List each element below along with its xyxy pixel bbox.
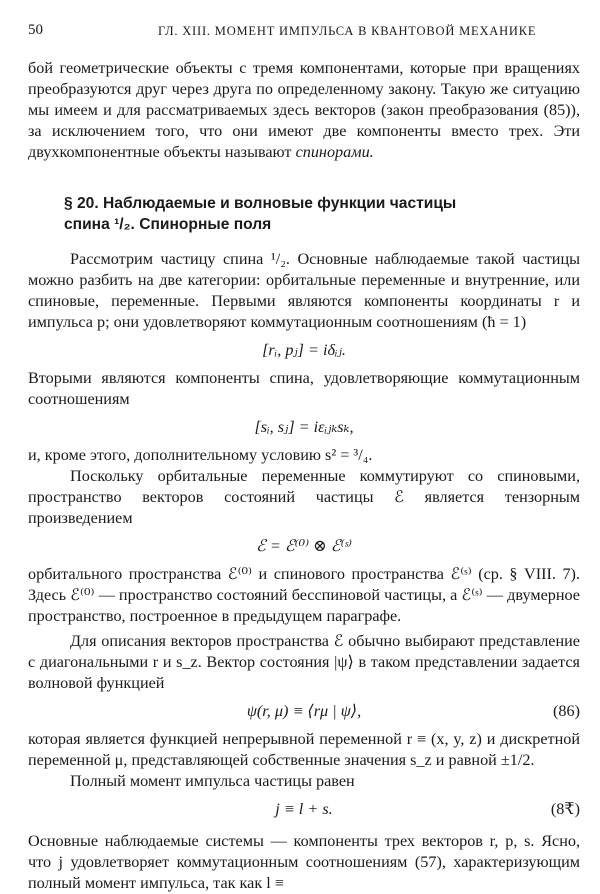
running-title: ГЛ. XIII. МОМЕНТ ИМПУЛЬСА В КВАНТОВОЙ МЕХАНИКЕ bbox=[158, 24, 537, 38]
equation-total-momentum-body: j ≡ l + s. bbox=[275, 800, 333, 818]
intro-term: спинорами. bbox=[295, 143, 374, 161]
equation-wavefunction bbox=[28, 694, 580, 729]
equation-total-momentum bbox=[28, 792, 580, 827]
intro-paragraph bbox=[28, 58, 580, 163]
paragraph-spin-condition: и, кроме этого, дополнительному условию s² = ³/₄. bbox=[28, 446, 373, 464]
paragraph-representation: Для описания векторов пространства ℰ обычно выбирают представление с диагональными r и s_z. Вектор состояния |ψ⟩ в таком представлении задается волновой функцией bbox=[28, 632, 580, 692]
section-heading bbox=[28, 193, 580, 235]
equation-spin-commutator: [sᵢ, sⱼ] = iεᵢⱼₖsₖ, bbox=[254, 418, 354, 436]
paragraph-total-momentum: Полный момент импульса частицы равен bbox=[70, 772, 355, 790]
equation-number-87: (8₹) bbox=[550, 800, 580, 818]
equation-number-86: (86) bbox=[553, 702, 580, 720]
page-number: 50 bbox=[28, 22, 43, 38]
section-heading-line-1: § 20. Наблюдаемые и волновые функции частицы bbox=[64, 195, 457, 212]
section-heading-line-2: спина ¹/₂. Спинорные поля bbox=[64, 216, 272, 233]
paragraph-wavefunction-variables: которая является функцией непрерывной переменной r ≡ (x, y, z) и дискретной переменной μ, представляющей собственные значения s_z и равной ±1/2. bbox=[28, 730, 580, 769]
paragraph-spin-components: Вторыми являются компоненты спина, удовлетворяющие коммутационным соотношениям bbox=[28, 369, 580, 408]
paragraph-tensor-product: Поскольку орбитальные переменные коммутируют со спиновыми, пространство векторов состояний частицы ℰ является тензорным произведением bbox=[28, 467, 580, 527]
page-header bbox=[28, 20, 580, 44]
paragraph-basic-observables: Основные наблюдаемые системы — компоненты трех векторов r, p, s. Ясно, что j удовлетворяет коммутационным соотношениям (57), характеризующим полный момент импульса, так как l ≡ bbox=[28, 832, 580, 892]
paragraph-observables: Рассмотрим частицу спина ¹/₂. Основные наблюдаемые такой частицы можно разбить на две категории: орбитальные переменные и внутренние, или спиновые, переменные. Первыми являются компоненты координаты r и импульса p; они удовлетворяют коммутационным соотношениям (ħ = 1) bbox=[28, 250, 580, 331]
page-body bbox=[28, 58, 580, 894]
equation-wavefunction-body: ψ(r, μ) ≡ ⟨rμ | ψ⟩, bbox=[246, 702, 362, 720]
equation-tensor-product: ℰ = ℰ⁽⁰⁾ ⊗ ℰ⁽ˢ⁾ bbox=[256, 537, 352, 555]
equation-position-momentum: [rᵢ, pⱼ] = iδᵢⱼ. bbox=[262, 341, 346, 359]
intro-text: бой геометрические объекты с тремя компонентами, которые при вращениях преобразуются друг через друга по определенному закону. Такую же ситуацию мы имеем и для рассматриваемых здесь векторов (закон преобразования (85)), за исключением того, что они имеют две компоненты вместо трех. Эти двухкомпонентные объекты называют bbox=[28, 59, 580, 161]
paragraph-spaces: орбитального пространства ℰ⁽⁰⁾ и спинового пространства ℰ⁽ˢ⁾ (ср. § VIII. 7). Здесь ℰ⁽⁰⁾ — пространство состояний бесспиновой частицы, а ℰ⁽ˢ⁾ — двумерное пространство, построенное в предыдущем параграфе. bbox=[28, 565, 580, 625]
